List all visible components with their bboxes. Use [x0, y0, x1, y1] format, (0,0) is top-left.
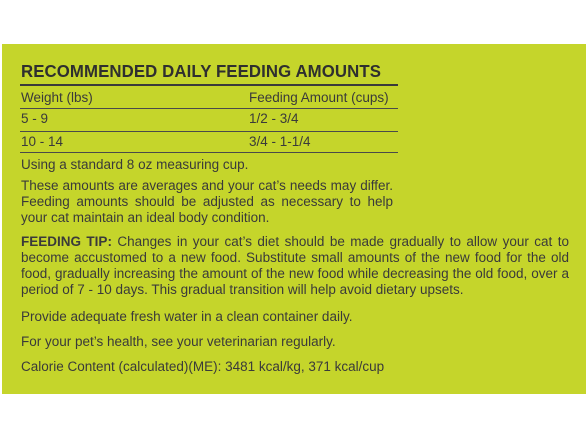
feeding-tip-label: FEEDING TIP:: [21, 234, 112, 249]
feeding-panel: [2, 44, 586, 394]
table-header-row: [20, 88, 398, 108]
water-note: Provide adequate fresh water in a clean container daily.: [21, 309, 353, 324]
calorie-content: Calorie Content (calculated)(ME): 3481 kcal/kg, 371 kcal/cup: [21, 359, 385, 374]
table-cell-amount: 1/2 - 3/4: [249, 111, 299, 126]
title-underline: [20, 84, 398, 86]
table-cell-amount: 3/4 - 1-1/4: [249, 134, 311, 149]
averages-note: These amounts are averages and your cat’s needs may differ. Feeding amounts should be adjusted as necessary to help your cat maintain an ideal body condition.: [21, 178, 393, 225]
feeding-tip: [21, 234, 569, 298]
table-row: [20, 132, 398, 152]
header-feeding-amount: Feeding Amount (cups): [249, 90, 389, 105]
table-cell-weight: 5 - 9: [21, 111, 49, 126]
feeding-title: RECOMMENDED DAILY FEEDING AMOUNTS: [21, 61, 382, 81]
table-row: [20, 109, 398, 129]
table-cell-weight: 10 - 14: [21, 134, 64, 149]
header-weight: Weight (lbs): [21, 90, 93, 105]
table-divider: [20, 152, 398, 153]
feeding-tip-text: Changes in your cat’s diet should be made gradually to allow your cat to become accustomed to a new food. Substitute small amounts of the new food for the old food, gradually increasing the amount of the new food while decreasing the old food, over a period of 7 - 10 days. This gradual transition will help avoid dietary upsets.: [21, 234, 569, 297]
measuring-note: Using a standard 8 oz measuring cup.: [21, 157, 249, 172]
vet-note: For your pet’s health, see your veterinarian regularly.: [21, 334, 336, 349]
